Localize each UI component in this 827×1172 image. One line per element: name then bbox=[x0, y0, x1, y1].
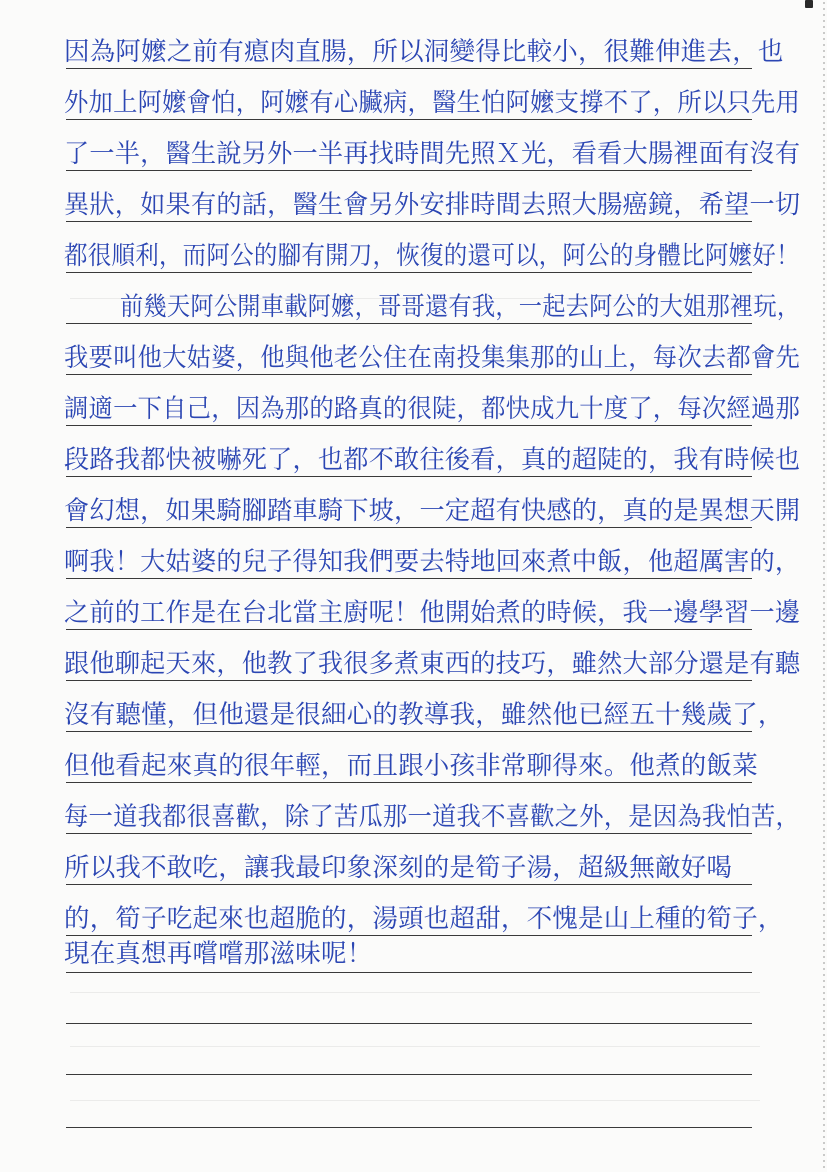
text-line: 會幻想，如果騎腳踏車騎下坡，一定超有快感的，真的是異想天開 bbox=[64, 496, 801, 526]
ruled-line bbox=[66, 1074, 752, 1075]
text-line: 都很順利，而阿公的腳有開刀，恢復的還可以，阿公的身體比阿嬤好！ bbox=[64, 241, 800, 271]
text-line: 調適一下自己，因為那的路真的很陡，都快成九十度了，每次經過那 bbox=[64, 394, 801, 424]
text-line: 之前的工作是在台北當主廚呢！他開始煮的時候，我一邊學習一邊 bbox=[64, 598, 801, 628]
ruled-line bbox=[66, 1023, 752, 1024]
ruled-line bbox=[66, 1127, 752, 1128]
text-line: 我要叫他大姑婆，他與他老公住在南投集集那的山上，每次去都會先 bbox=[64, 343, 801, 373]
text-line: 啊我！大姑婆的兒子得知我們要去特地回來煮中飯，他超厲害的， bbox=[64, 547, 801, 577]
text-line: 所以我不敢吃，讓我最印象深刻的是筍子湯，超級無敵好喝 bbox=[64, 853, 733, 883]
text-line: 每一道我都很喜歡，除了苦瓜那一道我不喜歡之外，是因為我怕苦， bbox=[64, 802, 801, 832]
text-line: 跟他聊起天來，他教了我很多煮東西的技巧，雖然大部分還是有聽 bbox=[64, 649, 801, 679]
text-line: 前幾天阿公開車載阿嬤，哥哥還有我，一起去阿公的大姐那裡玩， bbox=[120, 292, 801, 322]
text-line: 異狀，如果有的話，醫生會另外安排時間去照大腸癌鏡，希望一切 bbox=[64, 190, 801, 220]
text-line: 現在真想再嚐嚐那滋味呢！ bbox=[64, 939, 373, 969]
text-line: 段路我都快被嚇死了，也都不敢往後看，真的超陡的，我有時候也 bbox=[64, 445, 801, 475]
text-line: 的，筍子吃起來也超脆的，湯頭也超甜，不愧是山上種的筍子， bbox=[64, 904, 784, 934]
text-line: 外加上阿嬤會怕，阿嬤有心臟病，醫生怕阿嬤支撐不了，所以只先用 bbox=[64, 88, 801, 118]
text-line: 了一半，醫生說另外一半再找時間先照Ｘ光，看看大腸裡面有沒有 bbox=[64, 139, 801, 169]
text-line: 因為阿嬤之前有瘜肉直腸，所以洞變得比較小，很難伸進去，也 bbox=[64, 37, 784, 67]
text-line: 沒有聽懂，但他還是很細心的教導我，雖然他已經五十幾歲了， bbox=[64, 700, 784, 730]
text-line: 但他看起來真的很年輕，而且跟小孩非常聊得來。他煮的飯菜 bbox=[64, 751, 758, 781]
